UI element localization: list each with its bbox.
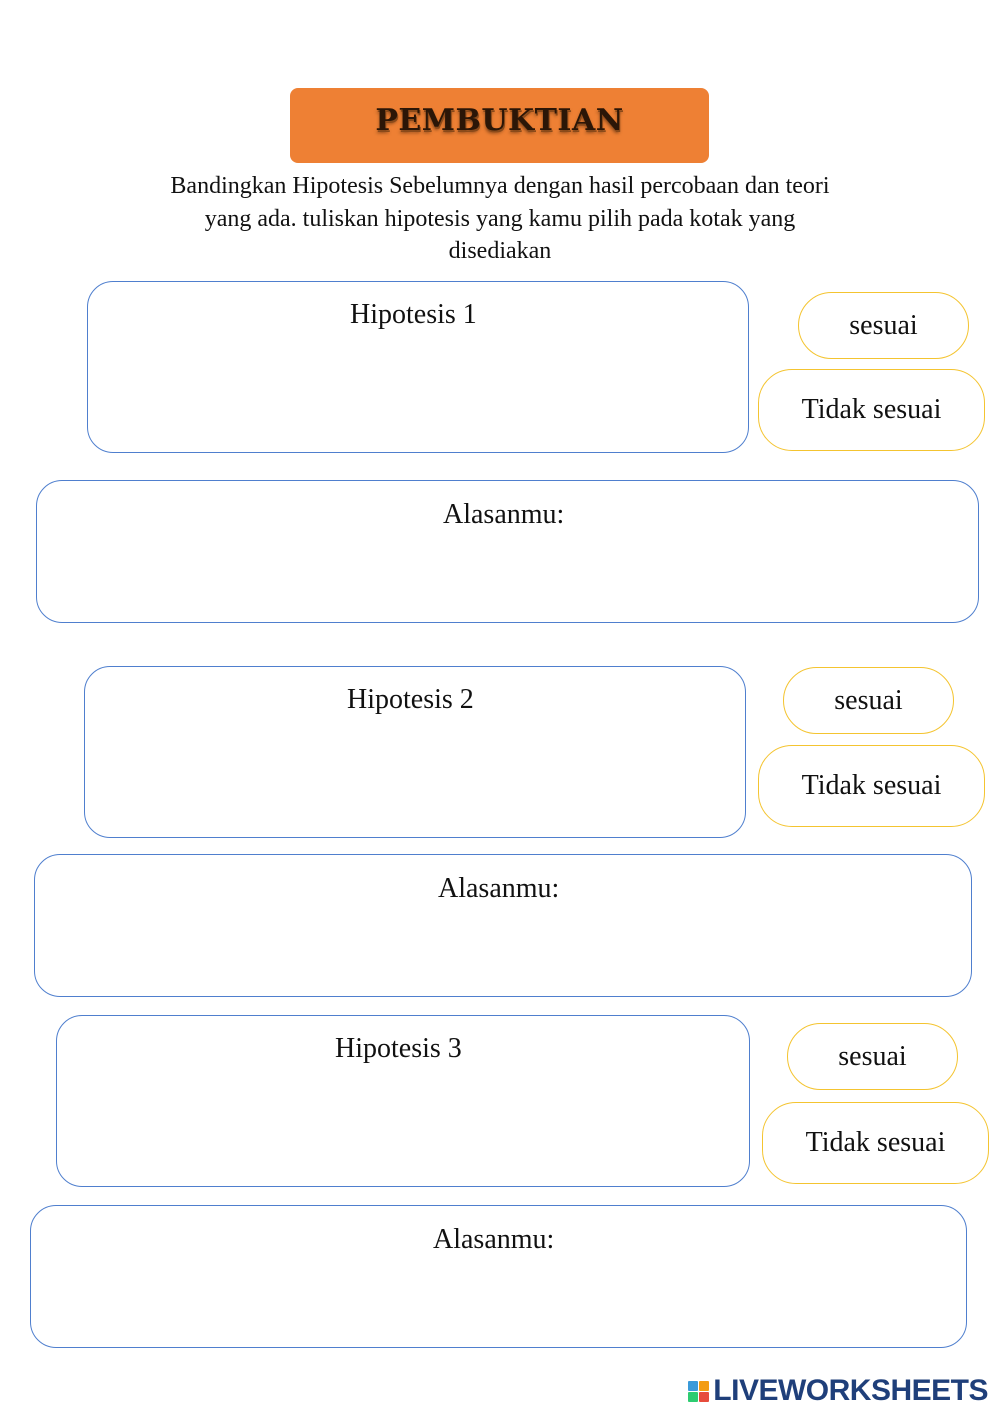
liveworksheets-logo-icon [688, 1381, 709, 1402]
hypothesis-1-tidak-sesuai-button[interactable]: Tidak sesuai [758, 369, 985, 451]
instruction-text [110, 170, 890, 268]
liveworksheets-logo [688, 1374, 988, 1408]
hypothesis-2-box[interactable] [84, 666, 746, 838]
reason-2-box[interactable] [34, 854, 972, 997]
hypothesis-3-sesuai-button[interactable]: sesuai [787, 1023, 958, 1090]
instruction-line-1: Bandingkan Hipotesis Sebelumnya dengan hasil percobaan dan teori [170, 173, 830, 199]
instruction-line-3: disediakan [448, 238, 552, 264]
hypothesis-1-label: Hipotesis 1 [350, 299, 477, 330]
hypothesis-1-sesuai-button[interactable]: sesuai [798, 292, 969, 359]
hypothesis-1-box[interactable] [87, 281, 749, 453]
instruction-line-2: yang ada. tuliskan hipotesis yang kamu pilih pada kotak yang [204, 205, 796, 232]
page-title: PEMBUKTIAN [375, 103, 624, 138]
reason-1-box[interactable] [36, 480, 979, 623]
hypothesis-3-tidak-sesuai-button[interactable]: Tidak sesuai [762, 1102, 989, 1184]
hypothesis-2-label: Hipotesis 2 [347, 684, 474, 715]
reason-2-label: Alasanmu: [438, 873, 560, 904]
hypothesis-3-label: Hipotesis 3 [335, 1033, 462, 1064]
reason-3-label: Alasanmu: [433, 1224, 555, 1255]
reason-3-box[interactable] [30, 1205, 967, 1348]
hypothesis-2-sesuai-button[interactable]: sesuai [783, 667, 954, 734]
reason-1-label: Alasanmu: [443, 499, 565, 530]
liveworksheets-logo-text: LIVEWORKSHEETS [713, 1374, 988, 1407]
hypothesis-3-box[interactable] [56, 1015, 750, 1187]
title-banner [290, 88, 709, 163]
hypothesis-2-tidak-sesuai-button[interactable]: Tidak sesuai [758, 745, 985, 827]
